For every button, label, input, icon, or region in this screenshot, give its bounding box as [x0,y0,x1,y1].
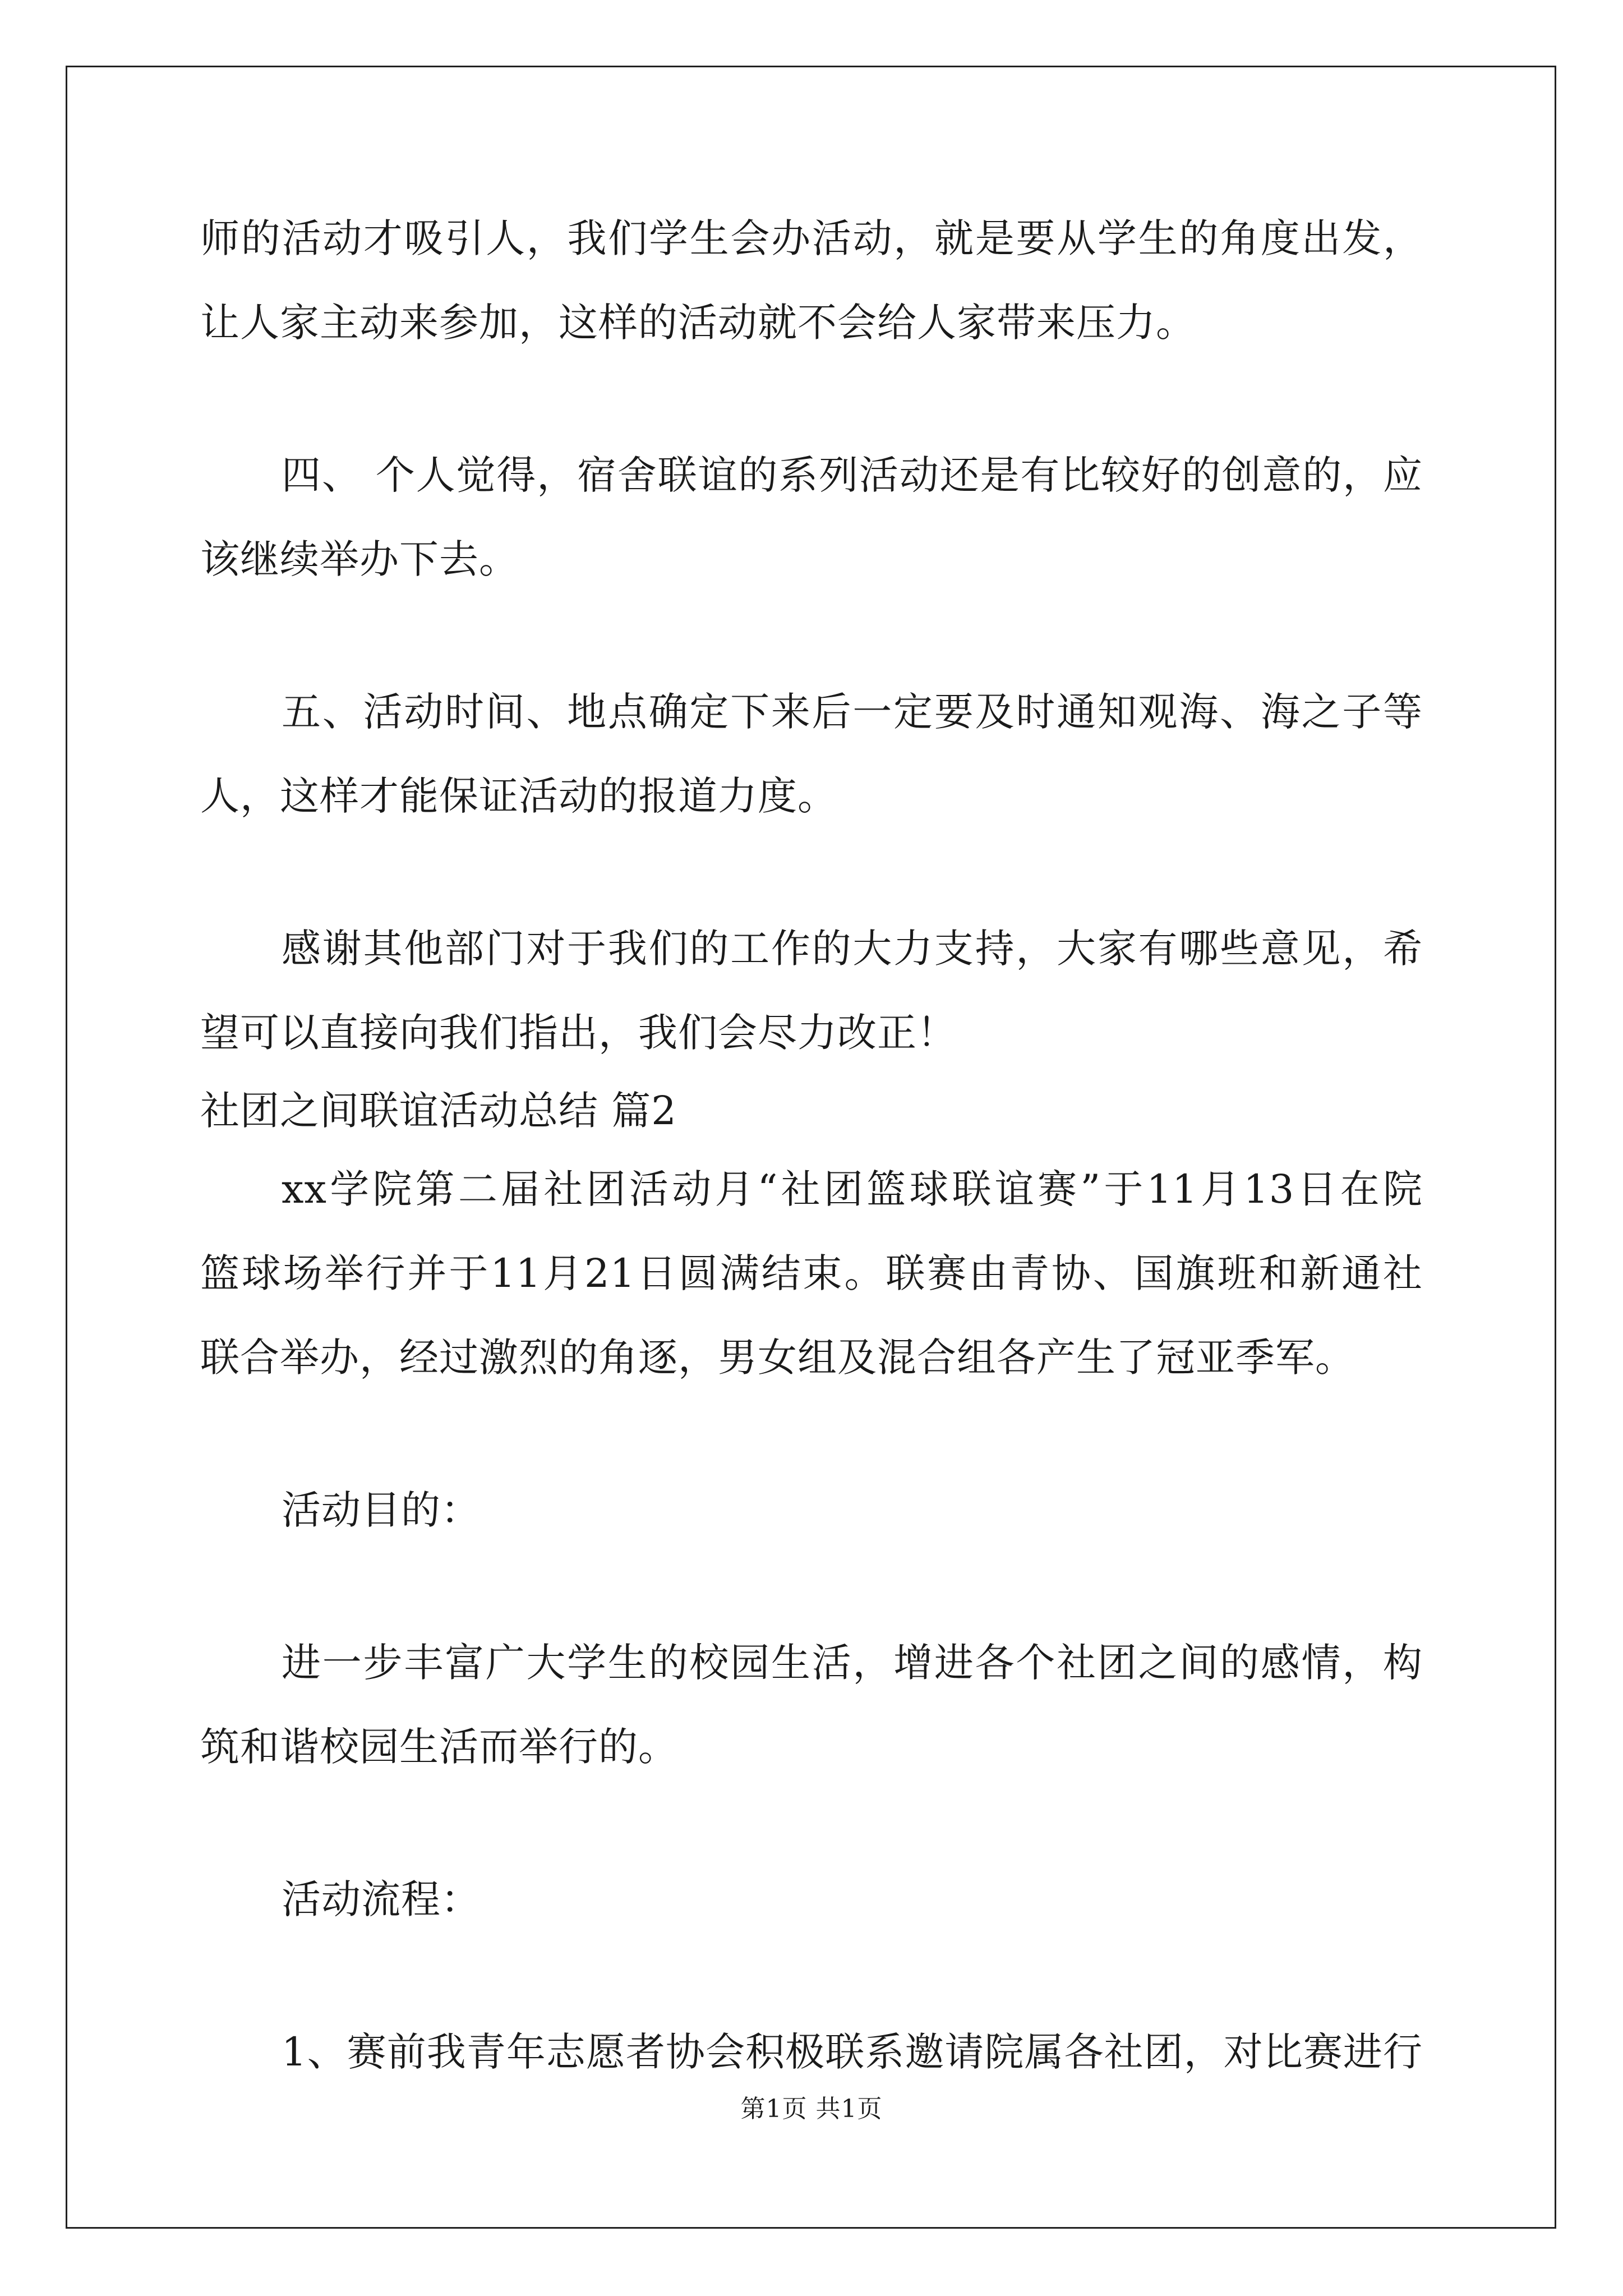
text-line: 师的活动才吸引人，我们学生会办活动，就是要从学生的角度出发， [200,215,1423,261]
subheading: 活动流程： [282,1876,481,1922]
text-line: 篮球场举行并于11月21日圆满结束。联赛由青协、国旗班和新通社 [200,1250,1423,1296]
text-line: 筑和谐校园生活而举行的。 [200,1724,678,1770]
text-line: 人，这样才能保证活动的报道力度。 [200,773,837,819]
text-line: 联合举办，经过激烈的角逐，男女组及混合组各产生了冠亚季军。 [200,1335,1355,1381]
section-heading: 社团之间联谊活动总结 篇2 [200,1088,677,1134]
text-line: 望可以直接向我们指出，我们会尽力改正！ [200,1010,957,1056]
text-line: 五、活动时间、地点确定下来后一定要及时通知观海、海之子等 [282,689,1423,735]
text-line: 让人家主动来参加，这样的活动就不会给人家带来压力。 [200,300,1196,346]
text-line: 四、 个人觉得，宿舍联谊的系列活动还是有比较好的创意的，应 [282,452,1423,498]
subheading: 活动目的： [282,1487,481,1533]
text-line: 感谢其他部门对于我们的工作的大力支持，大家有哪些意见，希 [282,926,1423,972]
text-line: xx学院第二届社团活动月“社团篮球联谊赛”于11月13日在院 [282,1166,1423,1212]
page-number: 第1页 共1页 [740,2095,883,2123]
text-line: 该继续举办下去。 [200,536,519,582]
text-line: 进一步丰富广大学生的校园生活，增进各个社团之间的感情，构 [282,1640,1423,1686]
text-line: 1、赛前我青年志愿者协会积极联系邀请院属各社团，对比赛进行 [282,2029,1423,2075]
